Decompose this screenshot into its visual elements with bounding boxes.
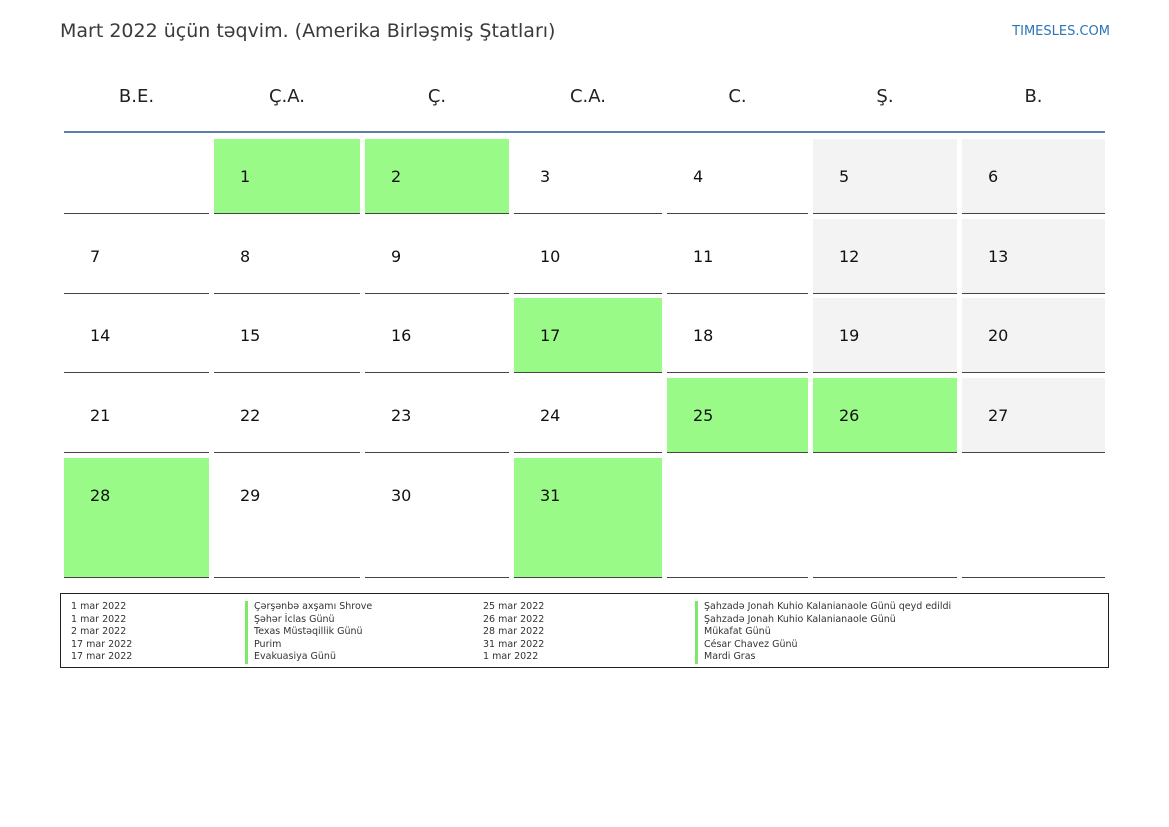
calendar-day-cell[interactable] bbox=[64, 458, 209, 578]
page-title: Mart 2022 üçün təqvim. (Amerika Birləşmiş Ştatları) bbox=[60, 20, 556, 42]
day-number: 14 bbox=[90, 326, 111, 345]
site-link[interactable]: TIMESLES.COM bbox=[1012, 24, 1110, 39]
calendar-cell-empty bbox=[813, 458, 957, 578]
calendar-day-cell[interactable] bbox=[514, 378, 662, 453]
day-number: 10 bbox=[540, 247, 561, 266]
day-number: 4 bbox=[693, 167, 704, 186]
legend-holiday-name: Evakuasiya Günü bbox=[245, 651, 372, 664]
calendar-cell-empty bbox=[667, 458, 808, 578]
day-number: 1 bbox=[240, 167, 251, 186]
legend-date: 26 mar 2022 bbox=[483, 613, 545, 625]
legend-holiday-name: Texas Müstəqillik Günü bbox=[245, 626, 372, 639]
weekday-label: C. bbox=[728, 86, 747, 107]
calendar-cell-empty bbox=[962, 458, 1105, 578]
calendar-day-cell[interactable] bbox=[962, 219, 1105, 294]
legend-right-dates bbox=[483, 601, 544, 664]
day-number: 22 bbox=[240, 406, 261, 425]
weekday-label: Ş. bbox=[876, 86, 894, 107]
calendar-day-cell[interactable] bbox=[214, 219, 360, 294]
legend-holiday-name: Purim bbox=[245, 639, 372, 652]
legend-date: 2 mar 2022 bbox=[71, 626, 127, 638]
calendar-day-cell[interactable] bbox=[365, 298, 509, 373]
calendar-day-cell[interactable] bbox=[365, 219, 509, 294]
calendar-day-cell[interactable] bbox=[962, 139, 1105, 214]
calendar-day-cell[interactable] bbox=[813, 298, 957, 373]
day-number: 24 bbox=[540, 406, 561, 425]
calendar-day-cell[interactable] bbox=[514, 298, 662, 373]
legend-right-names bbox=[695, 601, 951, 664]
calendar-day-cell[interactable] bbox=[365, 378, 509, 453]
calendar-day-cell[interactable] bbox=[813, 378, 957, 453]
calendar-day-cell[interactable] bbox=[514, 139, 662, 214]
legend-holiday-name: Şahzadə Jonah Kuhio Kalanianaole Günü bbox=[695, 614, 951, 627]
day-number: 19 bbox=[839, 326, 860, 345]
day-number: 12 bbox=[839, 247, 860, 266]
day-number: 21 bbox=[90, 406, 111, 425]
legend-left-names bbox=[245, 601, 372, 664]
calendar-day-cell[interactable] bbox=[64, 378, 209, 453]
calendar-day-cell[interactable] bbox=[813, 219, 957, 294]
calendar-day-cell[interactable] bbox=[64, 219, 209, 294]
day-number: 28 bbox=[90, 486, 111, 505]
legend-date: 31 mar 2022 bbox=[483, 638, 545, 650]
day-number: 20 bbox=[988, 326, 1009, 345]
legend-holiday-name: Şəhər İclas Günü bbox=[245, 614, 372, 627]
day-number: 3 bbox=[540, 167, 551, 186]
day-number: 13 bbox=[988, 247, 1009, 266]
day-number: 27 bbox=[988, 406, 1009, 425]
legend-date: 1 mar 2022 bbox=[483, 651, 539, 663]
day-number: 9 bbox=[391, 247, 402, 266]
day-number: 7 bbox=[90, 247, 101, 266]
calendar-day-cell[interactable] bbox=[514, 219, 662, 294]
day-number: 8 bbox=[240, 247, 251, 266]
day-number: 17 bbox=[540, 326, 561, 345]
day-number: 5 bbox=[839, 167, 850, 186]
legend-date: 25 mar 2022 bbox=[483, 601, 545, 612]
day-number: 25 bbox=[693, 406, 714, 425]
day-number: 6 bbox=[988, 167, 999, 186]
day-number: 2 bbox=[391, 167, 402, 186]
legend-date: 17 mar 2022 bbox=[71, 651, 133, 663]
calendar-day-cell[interactable] bbox=[214, 378, 360, 453]
calendar-day-cell[interactable] bbox=[214, 139, 360, 214]
calendar-day-cell[interactable] bbox=[365, 139, 509, 214]
calendar-day-cell[interactable] bbox=[667, 139, 808, 214]
day-number: 31 bbox=[540, 486, 561, 505]
day-number: 18 bbox=[693, 326, 714, 345]
holiday-legend bbox=[60, 593, 1109, 668]
legend-date: 1 mar 2022 bbox=[71, 613, 127, 625]
day-number: 23 bbox=[391, 406, 412, 425]
calendar-day-cell[interactable] bbox=[514, 458, 662, 578]
legend-date: 28 mar 2022 bbox=[483, 626, 545, 638]
legend-holiday-name: Mükafat Günü bbox=[695, 626, 951, 639]
calendar-day-cell[interactable] bbox=[214, 298, 360, 373]
calendar-day-cell[interactable] bbox=[962, 378, 1105, 453]
weekday-label: B.E. bbox=[118, 86, 155, 107]
legend-holiday-name: Mardi Gras bbox=[695, 651, 951, 664]
calendar-day-cell[interactable] bbox=[214, 458, 360, 578]
weekday-label: Ç. bbox=[427, 86, 447, 107]
day-number: 15 bbox=[240, 326, 261, 345]
legend-date: 1 mar 2022 bbox=[71, 601, 127, 612]
legend-holiday-name: César Chavez Günü bbox=[695, 639, 951, 652]
calendar-day-cell[interactable] bbox=[813, 139, 957, 214]
calendar-day-cell[interactable] bbox=[64, 298, 209, 373]
calendar-day-cell[interactable] bbox=[667, 378, 808, 453]
calendar-day-cell[interactable] bbox=[962, 298, 1105, 373]
weekday-label: B. bbox=[1024, 86, 1043, 107]
day-number: 30 bbox=[391, 486, 412, 505]
legend-holiday-name: Çərşənbə axşamı Shrove bbox=[245, 601, 372, 614]
calendar-cell-empty bbox=[64, 139, 209, 214]
legend-date: 17 mar 2022 bbox=[71, 638, 133, 650]
legend-holiday-name: Şahzadə Jonah Kuhio Kalanianaole Günü qeyd edildi bbox=[695, 601, 951, 614]
legend-left-dates bbox=[71, 601, 132, 664]
calendar-day-cell[interactable] bbox=[365, 458, 509, 578]
calendar-day-cell[interactable] bbox=[667, 298, 808, 373]
calendar-day-cell[interactable] bbox=[667, 219, 808, 294]
weekday-label: C.A. bbox=[569, 86, 606, 107]
weekday-label: Ç.A. bbox=[268, 86, 305, 107]
day-number: 16 bbox=[391, 326, 412, 345]
day-number: 11 bbox=[693, 247, 714, 266]
day-number: 29 bbox=[240, 486, 261, 505]
day-number: 26 bbox=[839, 406, 860, 425]
